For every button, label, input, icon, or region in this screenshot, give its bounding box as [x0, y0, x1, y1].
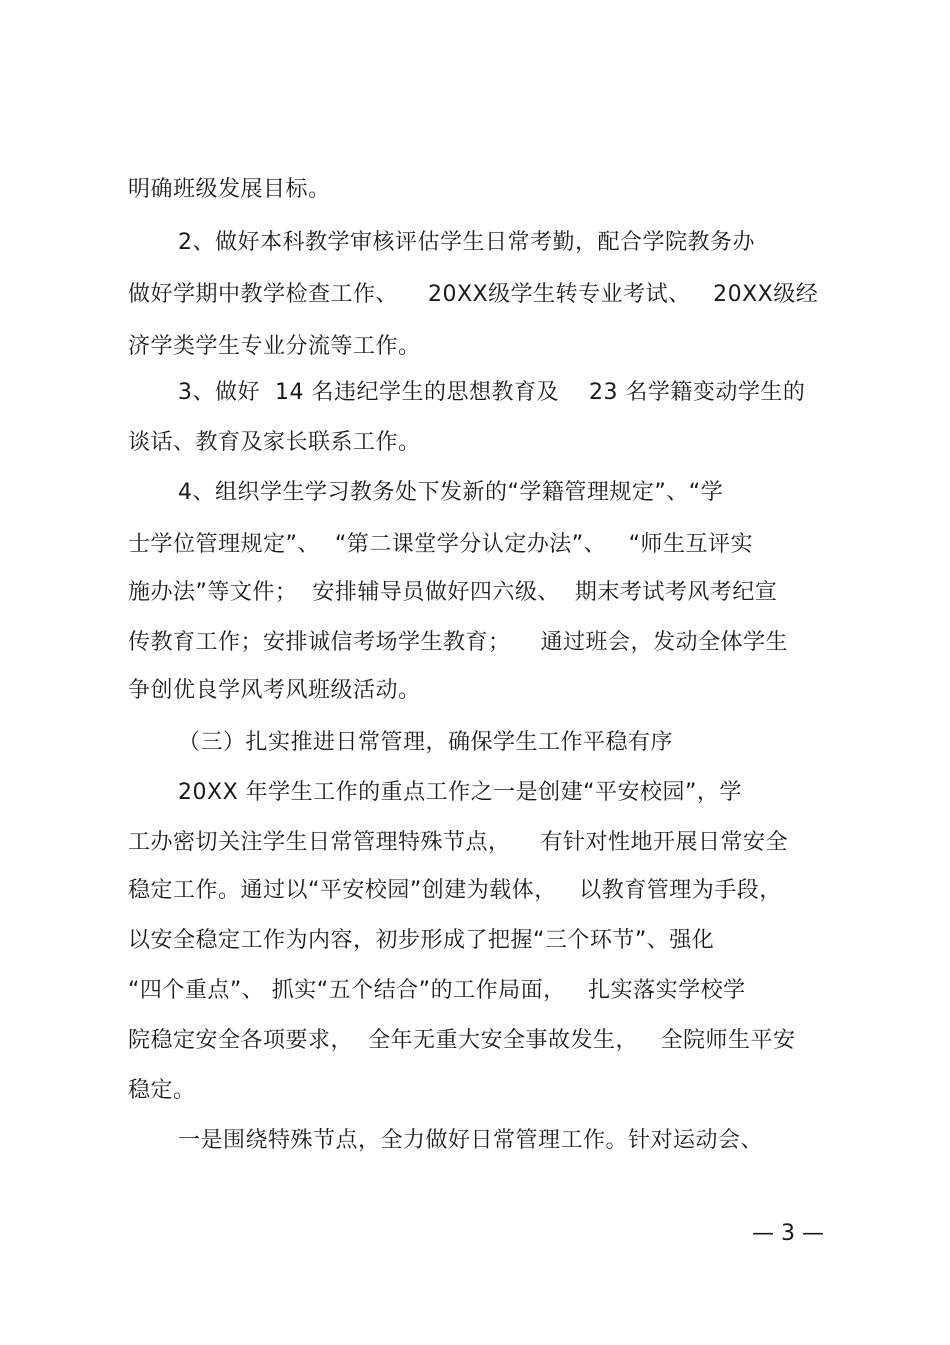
text-line: 2、做好本科教学审核评估学生日常考勤，配合学院教务办 [178, 230, 755, 255]
text-line: 稳定。 [128, 1078, 196, 1103]
text-line: 工办密切关注学生日常管理特殊节点， 有针对性地开展日常安全 [128, 830, 788, 855]
text-line: 4、组织学生学习教务处下发新的“学籍管理规定”、“学 [178, 480, 724, 505]
text-line: 以安全稳定工作为内容，初步形成了把握“三个环节”、强化 [128, 928, 715, 953]
text-line: 20XX 年学生工作的重点工作之一是创建“平安校园”，学 [178, 780, 742, 805]
text-line: 明确班级发展目标。 [128, 177, 331, 202]
text-line: 济学类学生专业分流等工作。 [128, 334, 421, 359]
text-line: 谈话、教育及家长联系工作。 [128, 430, 421, 455]
page-number: — 3 — [752, 1221, 824, 1246]
text-line: 做好学期中教学检查工作、 20XX级学生转专业考试、 20XX级经 [128, 282, 819, 307]
text-line: “四个重点”、 抓实“五个结合”的工作局面， 扎实落实学校学 [128, 978, 746, 1003]
text-line: 稳定工作。通过以“平安校园”创建为载体， 以教育管理为手段， [128, 878, 782, 903]
text-line: 一是围绕特殊节点，全力做好日常管理工作。针对运动会、 [178, 1128, 764, 1153]
text-line: 传教育工作；安排诚信考场学生教育； 通过班会，发动全体学生 [128, 630, 788, 655]
text-line: 3、做好 14 名违纪学生的思想教育及 23 名学籍变动学生的 [178, 380, 806, 405]
text-line: 院稳定安全各项要求， 全年无重大安全事故发生， 全院师生平安 [128, 1028, 796, 1053]
text-line: 士学位管理规定”、 “第二课堂学分认定办法”、 “师生互评实 [128, 532, 754, 557]
text-line: 争创优良学风考风班级活动。 [128, 678, 421, 703]
text-line: 施办法”等文件； 安排辅导员做好四六级、 期末考试考风考纪宣 [128, 580, 778, 605]
section-heading: （三）扎实推进日常管理，确保学生工作平稳有序 [178, 730, 674, 755]
